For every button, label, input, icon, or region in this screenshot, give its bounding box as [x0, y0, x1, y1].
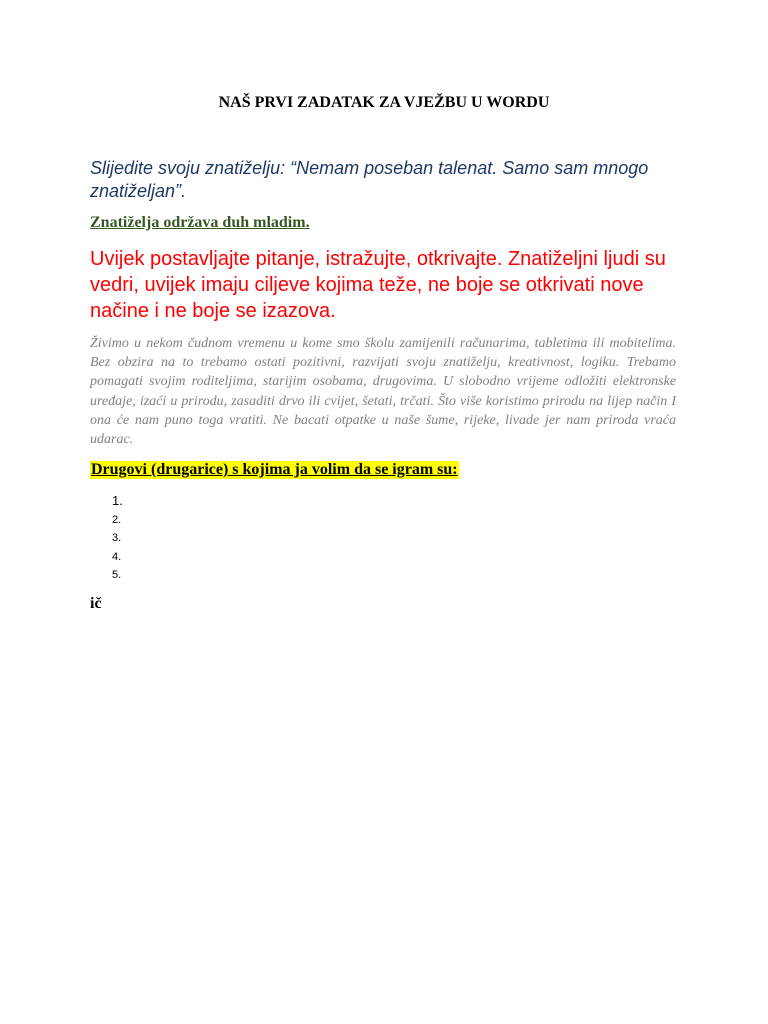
- subheading: Znatiželja održava duh mladim.: [90, 214, 310, 231]
- friends-heading: Drugovi (drugarice) s kojima ja volim da se igram su:: [91, 461, 458, 478]
- list-item: 5.: [112, 569, 122, 581]
- list-item: 4.: [112, 550, 122, 563]
- list-item: 3.: [112, 532, 122, 544]
- document-title: NAŠ PRVI ZADATAK ZA VJEŽBU U WORDU: [218, 94, 550, 111]
- trailing-text: ič: [90, 595, 102, 612]
- quote-paragraph: Slijedite svoju znatiželju: “Nemam poseban talenat. Samo sam mnogo znatiželjan”.: [90, 158, 649, 201]
- red-paragraph: Uvijek postavljajte pitanje, istražujte, otkrivajte. Znatiželjni ljudi su vedri, uvijek imaju ciljeve kojima teže, ne boje se otkrivati nove načine i ne boje se izazova.: [90, 248, 666, 322]
- body-paragraph: Živimo u nekom čudnom vremenu u kome smo školu zamijenili računarima, tabletima ili mobitelima. Bez obzira na to trebamo ostati pozitivni, razvijati svoju znatiželju, kreativnost, logiku. Trebamo pomagati svojim roditeljima, starijim osobama, drugovima. U slobodno vrijeme odložiti elektronske uređaje, izaći u prirodu, zasaditi drvo ili cvijet, šetati, trčati. Što više koristimo prirodu na lijep način I ona će nam puno toga vratiti. Ne bacati otpatke u naše šume, rijeke, livade jer nam priroda vraća udarac.: [90, 336, 676, 448]
- friends-list: [112, 492, 123, 585]
- list-item: 1.: [112, 493, 123, 508]
- list-item: 2.: [112, 513, 122, 526]
